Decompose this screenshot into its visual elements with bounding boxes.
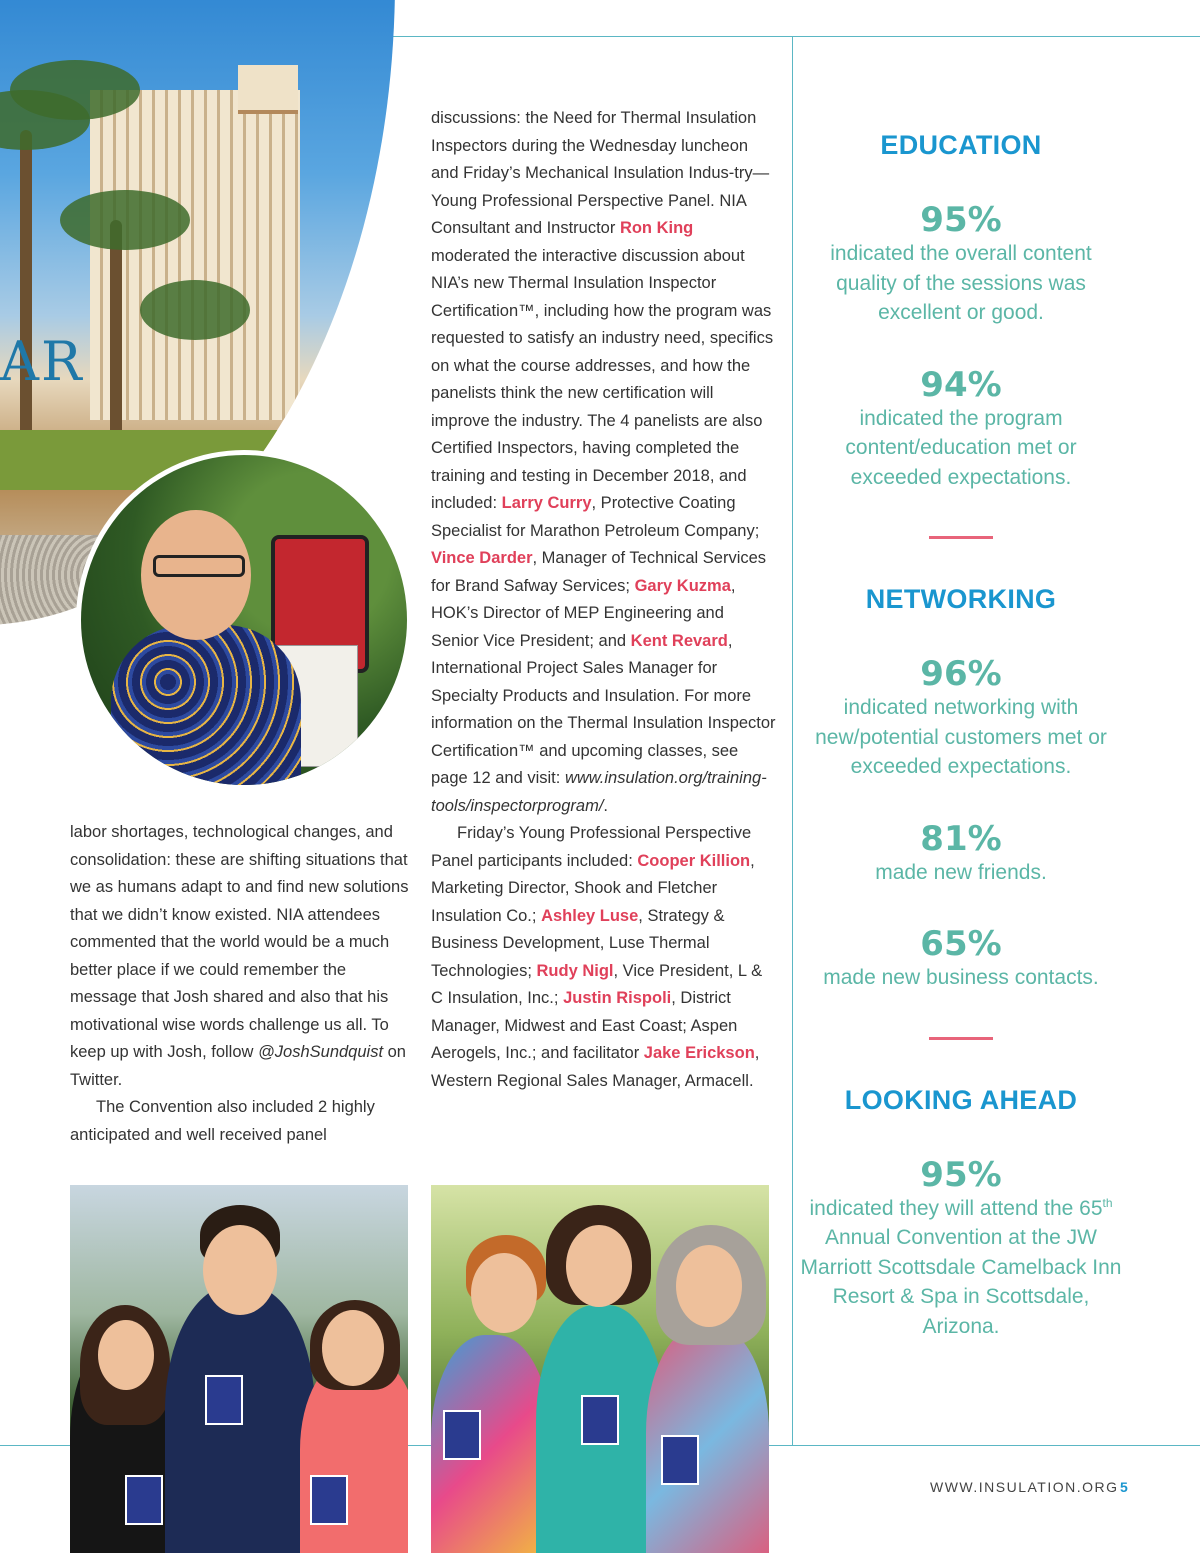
networking-heading: NETWORKING [865, 584, 1057, 614]
person-name: Kent Revard [630, 631, 728, 650]
resort-sign-letters: AR [0, 330, 84, 393]
attendee-face [98, 1320, 154, 1390]
text-run: , Marketing Director, Shook and Fletcher Insulation Co.; [431, 851, 755, 925]
name-badge [581, 1395, 619, 1445]
person-name: Ashley Luse [541, 906, 639, 925]
text-run: labor shortages, technological changes, and consolidation: these are shifting situations that we as humans adapt to and find new solutions that we didn’t know existed. NIA attendees commented that the world would be a much better place if we could remember the message that Josh shared and also that his motivational wise words challenge us all. To keep up with Josh, follow [70, 823, 409, 1061]
page-number: 5 [1120, 1479, 1128, 1495]
text-run: indicated they will attend the 65 [809, 1196, 1103, 1220]
person-name: Jake Erickson [643, 1044, 755, 1062]
attendee-circle-photo [76, 450, 412, 790]
text-run: , International Project Sales Manager for Specialty Products and Insulation. For more information on the Thermal Insulation Inspector Certification™ and upcoming classes, see page 12 and visit: [431, 631, 776, 787]
survey-results-sidebar [800, 130, 1122, 1341]
person-name: Vince Darder [431, 549, 533, 567]
sidebar-divider-rule [792, 36, 793, 1446]
person-name: Cooper Killion [637, 851, 751, 870]
text-run: Annual Convention at the JW Marriott Scottsdale Camelback Inn Resort & Spa in Scottsdale, Arizona. [800, 1226, 1122, 1338]
section-divider [929, 536, 993, 539]
text-run: , Vice President, L & C Insulation, Inc.; [431, 961, 763, 1007]
stat-block [800, 655, 1122, 782]
text-run: on Twitter. [70, 1043, 406, 1089]
name-badge [310, 1475, 348, 1525]
text-run: , Strategy & Business Development, Luse Thermal Technologies; [431, 906, 725, 980]
stat-percent: 96% [920, 654, 1002, 694]
text-run: , HOK’s Director of MEP Engineering and Senior Vice President; and [431, 576, 736, 650]
attendee-face [203, 1225, 277, 1315]
palm-frond [60, 190, 190, 250]
attendee-face [322, 1310, 384, 1386]
stat-description: made new business contacts. [823, 966, 1099, 989]
person-name: Ron King [619, 219, 694, 237]
paragraph [431, 105, 776, 820]
footer-website[interactable]: WWW.INSULATION.ORG [930, 1479, 1119, 1495]
text-run: , Manager of Technical Services for Brand Safway Services; [431, 549, 767, 595]
stat-description [800, 1194, 1122, 1342]
stat-block [800, 201, 1122, 328]
stat-percent: 95% [920, 1154, 1002, 1195]
paragraph: The Convention also included 2 highly anticipated and well received panel [70, 1098, 375, 1144]
text-run: Friday’s Young Professional Perspective Panel participants included: [431, 824, 752, 870]
text-run: discussions: the Need for Thermal Insulation Inspectors during the Wednesday luncheon and Friday’s Mechanical Insulation Indus-try—Young Professional Perspective Panel. NIA Consultant and Instructor [431, 109, 770, 237]
top-rule [330, 36, 1200, 37]
text-run: moderated the interactive discussion about NIA’s new Thermal Insulation Inspector Certification™, including how the program was requested to satisfy an industry need, specifics on what the course addresses, and how the panelists think the new certification will improve the industry. The 4 panelists are also Certified Inspectors, having completed the training and testing in December 2018, and included: [431, 246, 774, 512]
stat-percent: 65% [920, 924, 1002, 964]
looking-ahead-heading: LOOKING AHEAD [844, 1084, 1078, 1115]
education-heading: EDUCATION [880, 130, 1042, 160]
person-name: Larry Curry [501, 494, 592, 512]
paragraph [431, 820, 776, 1095]
attendee-face [471, 1253, 537, 1333]
text-run: , Western Regional Sales Manager, Armacell. [431, 1044, 760, 1090]
article-column-1 [70, 819, 410, 1149]
stat-percent: 95% [920, 200, 1002, 240]
stat-block [800, 820, 1122, 888]
stat-block [800, 1156, 1122, 1342]
palm-trunk [20, 130, 32, 440]
person-name: Rudy Nigl [536, 961, 614, 980]
stat-description: indicated networking with new/potential customers met or exceeded expectations. [815, 696, 1107, 778]
stat-description: indicated the overall content quality of the sessions was excellent or good. [830, 242, 1092, 324]
training-url[interactable]: www.insulation.org/training-tools/inspectorprogram/ [431, 769, 767, 815]
person-name: Justin Rispoli [563, 989, 672, 1007]
attendees-group-photo-1 [70, 1185, 408, 1553]
article-column-2 [431, 105, 776, 1095]
stat-description: indicated the program content/education met or exceeded expectations. [845, 406, 1077, 489]
stat-percent: 81% [920, 818, 1002, 859]
ordinal-suffix: th [1102, 1195, 1113, 1210]
palm-frond [140, 280, 250, 340]
attendee-face [566, 1225, 632, 1307]
paragraph [70, 819, 410, 1094]
attendee-face [676, 1245, 742, 1327]
attendees-group-photo-2 [431, 1185, 769, 1553]
text-run: , Protective Coating Specialist for Marathon Petroleum Company; [431, 494, 760, 540]
section-divider [929, 1037, 993, 1040]
name-badge [205, 1375, 243, 1425]
person-name: Gary Kuzma [634, 576, 731, 595]
palm-trunk [110, 220, 122, 440]
eyeglasses [153, 555, 245, 577]
stat-description: made new friends. [875, 860, 1047, 884]
name-badge [661, 1435, 699, 1485]
text-run: , District Manager, Midwest and East Coast; Aspen Aerogels, Inc.; and facilitator [431, 989, 738, 1062]
name-badge [443, 1410, 481, 1460]
stat-percent: 94% [920, 364, 1002, 405]
hotel-tower-top [238, 65, 298, 114]
stat-block [800, 925, 1122, 993]
text-run: . [603, 796, 609, 815]
twitter-handle: @JoshSundquist [258, 1043, 384, 1061]
name-badge [125, 1475, 163, 1525]
stat-block [800, 366, 1122, 493]
attendee-shirt [111, 625, 301, 790]
palm-frond [10, 60, 140, 120]
